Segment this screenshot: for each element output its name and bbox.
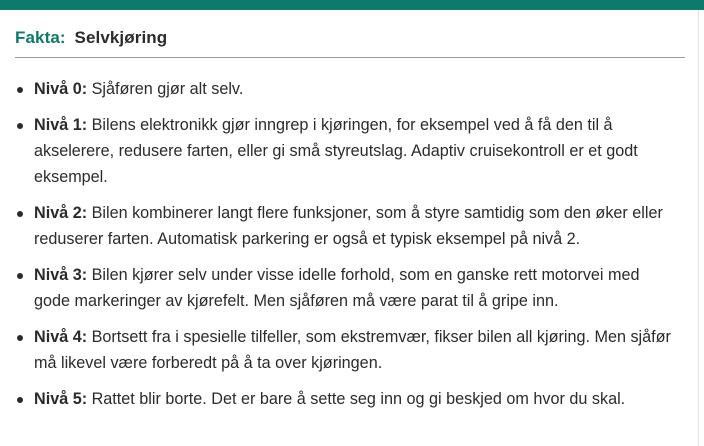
accent-bar — [0, 0, 704, 10]
level-label: Nivå 2: — [34, 204, 88, 222]
level-label: Nivå 3: — [34, 266, 88, 284]
level-description: Bilen kjører selv under visse idelle forhold, som en ganske rett motorvei med gode markeringer av kjørefelt. Men sjåføren må være parat til å gripe inn. — [34, 266, 640, 310]
divider — [15, 57, 685, 58]
bullet-icon — [17, 123, 23, 129]
bullet-icon — [17, 273, 23, 279]
level-label: Nivå 0: — [34, 80, 88, 98]
list-item — [15, 386, 680, 412]
level-label: Nivå 5: — [34, 390, 88, 408]
bullet-icon — [17, 397, 23, 403]
list-item — [15, 262, 680, 314]
list-item — [15, 324, 680, 376]
list-item — [15, 112, 680, 190]
level-label: Nivå 4: — [34, 328, 88, 346]
level-description: Bilens elektronikk gjør inngrep i kjøringen, for eksempel ved å få den til å akselerere, redusere farten, eller gi små styreutslag. Adaptiv cruisekontroll er et godt eksempel. — [34, 116, 638, 186]
level-list — [15, 76, 680, 422]
level-description: Rattet blir borte. Det er bare å sette seg inn og gi beskjed om hvor du skal. — [87, 390, 626, 408]
bullet-icon — [17, 211, 23, 217]
list-item — [15, 76, 680, 102]
fact-box — [0, 10, 699, 446]
bullet-icon — [17, 335, 23, 341]
fact-box-label: Fakta: — [15, 28, 66, 47]
fact-box-header — [15, 28, 167, 48]
level-description: Sjåføren gjør alt selv. — [87, 80, 244, 98]
level-description: Bortsett fra i spesielle tilfeller, som ekstremvær, fikser bilen all kjøring. Men sjåfør må likevel være forberedt på å ta over kjøringen. — [34, 328, 671, 372]
bullet-icon — [17, 87, 23, 93]
level-description: Bilen kombinerer langt flere funksjoner, som å styre samtidig som den øker eller reduserer farten. Automatisk parkering er også et typisk eksempel på nivå 2. — [34, 204, 663, 248]
level-label: Nivå 1: — [34, 116, 88, 134]
fact-box-title: Selvkjøring — [74, 28, 168, 47]
list-item — [15, 200, 680, 252]
